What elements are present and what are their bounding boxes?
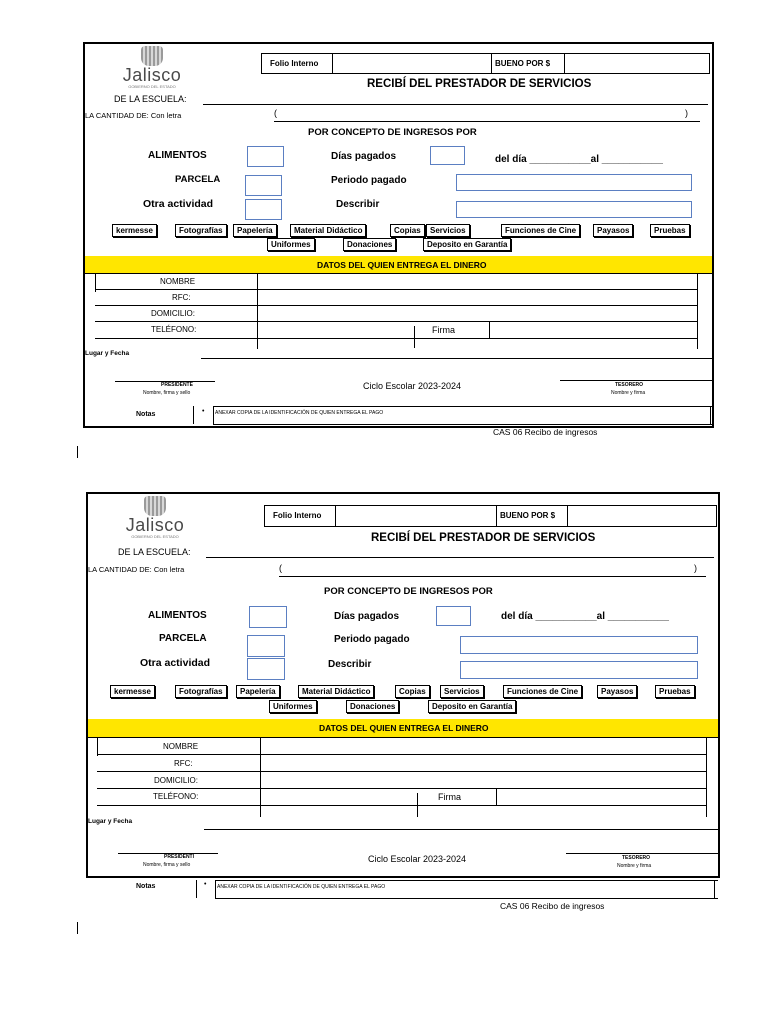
banner-text: DATOS DEL QUIEN ENTREGA EL DINERO	[317, 260, 487, 270]
alimentos-input[interactable]	[247, 146, 284, 167]
otra-actividad-label: Otra actividad	[143, 198, 214, 210]
table-rule	[95, 321, 697, 322]
folio-label-box	[261, 53, 333, 74]
parcela-label: PARCELA	[175, 174, 221, 185]
notas-top-line	[215, 880, 718, 881]
presidente-sub: Nombre, firma y sello	[143, 390, 191, 396]
jalisco-logo	[110, 496, 200, 544]
notas-label: Notas	[136, 411, 156, 418]
folio-label-box	[264, 505, 336, 527]
cantidad-line[interactable]	[274, 121, 700, 122]
notas-top-line	[213, 406, 713, 407]
describir-label: Describir	[336, 199, 380, 210]
parcela-input[interactable]	[247, 635, 285, 657]
tesorero-signature-line[interactable]	[566, 853, 718, 854]
chip-funciones-cine[interactable]: Funciones de Cine	[503, 685, 582, 698]
periodo-label: Periodo pagado	[331, 175, 407, 186]
table-rule	[706, 737, 707, 817]
dias-input[interactable]	[430, 146, 465, 165]
presidente-sub: Nombre, firma y sello	[143, 862, 191, 868]
paren-close: )	[685, 108, 688, 118]
presidente-label: PRESIDENTI	[164, 854, 195, 860]
row-telefono-label: TELÉFONO:	[151, 325, 197, 334]
chip-papeleria[interactable]: Papelería	[236, 685, 280, 698]
chip-copias[interactable]: Copias	[390, 224, 425, 237]
banner-bar	[88, 719, 718, 737]
nota-text: ANEXAR COPIA DE LA IDENTIFICACIÓN DE QUIEN ENTREGA EL PAGO	[217, 884, 386, 890]
cantidad-label: LA CANTIDAD DE: Con letra	[88, 565, 185, 574]
del-dia-label[interactable]: del día ___________al ___________	[501, 611, 669, 622]
lugar-fecha-label: Lugar y Fecha	[88, 818, 133, 825]
receipt-title: RECIBÍ DEL PRESTADOR DE SERVICIOS	[367, 78, 592, 90]
bueno-label-box	[491, 53, 565, 74]
logo-subtext: GOBIERNO DEL ESTADO	[128, 84, 176, 89]
table-rule	[95, 338, 697, 339]
row-telefono-label: TELÉFONO:	[153, 792, 199, 801]
row-domicilio-label: DOMICILIO:	[154, 776, 199, 785]
bueno-label: BUENO POR $	[500, 511, 556, 520]
chip-uniformes[interactable]: Uniformes	[267, 238, 315, 251]
chip-uniformes[interactable]: Uniformes	[269, 700, 317, 713]
bullet-icon: •	[202, 408, 205, 415]
concepto-label: POR CONCEPTO DE INGRESOS POR	[324, 586, 493, 597]
describir-input[interactable]	[456, 201, 692, 218]
notas-bottom-line	[213, 424, 713, 425]
paren-open: (	[279, 563, 282, 573]
chip-servicios[interactable]: Servicios	[426, 224, 470, 237]
escuela-line[interactable]	[203, 104, 708, 105]
escuela-line[interactable]	[206, 557, 714, 558]
row-domicilio-label: DOMICILIO:	[151, 309, 196, 318]
dias-label: Días pagados	[334, 611, 400, 622]
row-rfc-label: RFC:	[172, 293, 191, 302]
folio-input[interactable]	[332, 53, 492, 74]
tesorero-signature-line[interactable]	[560, 380, 712, 381]
bullet-icon: •	[204, 881, 207, 888]
chip-payasos[interactable]: Payasos	[597, 685, 637, 698]
receipt-form	[86, 492, 720, 911]
chip-fotografias[interactable]: Fotografías	[175, 685, 227, 698]
chip-pruebas[interactable]: Pruebas	[655, 685, 695, 698]
dias-label: Días pagados	[331, 151, 397, 162]
nota-text: ANEXAR COPIA DE LA IDENTIFICACIÓN DE QUIEN ENTREGA EL PAGO	[215, 410, 384, 416]
periodo-input[interactable]	[460, 636, 698, 654]
notas-divider	[213, 406, 214, 424]
notas-divider	[215, 880, 216, 898]
notas-bottom-line	[215, 898, 718, 899]
table-rule	[88, 737, 718, 738]
dias-input[interactable]	[436, 606, 471, 626]
notas-label: Notas	[136, 883, 156, 890]
ciclo-escolar: Ciclo Escolar 2023-2024	[368, 854, 467, 864]
tesorero-label: TESORERO	[622, 855, 651, 861]
bueno-label-box	[496, 505, 568, 527]
bueno-amount-input[interactable]	[567, 505, 717, 527]
otra-actividad-input[interactable]	[245, 199, 282, 220]
logo-text: Jalisco	[122, 65, 182, 85]
chip-kermesse[interactable]: kermesse	[112, 224, 157, 237]
presidente-label: PRESIDENTE	[161, 382, 193, 388]
firma-label: Firma	[432, 325, 455, 335]
parcela-label: PARCELA	[159, 633, 207, 644]
periodo-input[interactable]	[456, 174, 692, 191]
paren-close: )	[694, 563, 697, 573]
lugar-fecha-line[interactable]	[201, 358, 712, 359]
banner-text: DATOS DEL QUIEN ENTREGA EL DINERO	[319, 723, 489, 733]
chip-deposito-garantia[interactable]: Deposito en Garantía	[428, 700, 516, 713]
chip-kermesse[interactable]: kermesse	[110, 685, 155, 698]
notas-divider	[193, 406, 194, 424]
table-rule	[97, 754, 706, 755]
table-rule	[97, 771, 706, 772]
receipt-form	[83, 42, 714, 437]
chip-copias[interactable]: Copias	[395, 685, 430, 698]
banner-bar	[85, 256, 712, 273]
firma-divider	[414, 326, 415, 348]
escuela-label: DE LA ESCUELA:	[114, 94, 187, 104]
cut-mark	[77, 446, 78, 458]
bueno-amount-input[interactable]	[564, 53, 710, 74]
concepto-label: POR CONCEPTO DE INGRESOS POR	[308, 127, 477, 138]
receipt-title: RECIBÍ DEL PRESTADOR DE SERVICIOS	[371, 532, 596, 544]
chip-deposito-garantia[interactable]: Deposito en Garantía	[423, 238, 511, 251]
ciclo-escolar: Ciclo Escolar 2023-2024	[363, 381, 462, 391]
table-rule	[95, 289, 697, 290]
folio-input[interactable]	[335, 505, 497, 527]
footer-code: CAS 06 Recibo de ingresos	[493, 427, 598, 437]
firma-label: Firma	[438, 792, 461, 802]
chip-donaciones[interactable]: Donaciones	[343, 238, 396, 251]
chip-papeleria[interactable]: Papelería	[233, 224, 277, 237]
row-nombre-label: NOMBRE	[160, 277, 196, 286]
otra-actividad-label: Otra actividad	[140, 657, 211, 669]
logo-text: Jalisco	[125, 515, 185, 535]
footer-code: CAS 06 Recibo de ingresos	[500, 901, 605, 911]
table-rule	[95, 305, 697, 306]
otra-actividad-input[interactable]	[247, 658, 285, 680]
alimentos-input[interactable]	[249, 606, 287, 628]
tesorero-sub: Nombre y firma	[617, 863, 652, 869]
table-rule	[85, 273, 712, 274]
firma-divider	[417, 793, 418, 817]
chip-funciones-cine[interactable]: Funciones de Cine	[501, 224, 580, 237]
chip-servicios[interactable]: Servicios	[440, 685, 484, 698]
del-dia-label[interactable]: del día ___________al ___________	[495, 154, 663, 165]
tesorero-sub: Nombre y firma	[611, 390, 646, 396]
paren-open: (	[274, 108, 277, 118]
table-rule	[489, 321, 490, 338]
chip-material-didactico[interactable]: Material Didáctico	[290, 224, 366, 237]
logo-subtext: GOBIERNO DEL ESTADO	[131, 534, 179, 539]
chip-material-didactico[interactable]: Material Didáctico	[298, 685, 374, 698]
describir-label: Describir	[328, 659, 372, 670]
chip-fotografias[interactable]: Fotografías	[175, 224, 227, 237]
parcela-input[interactable]	[245, 175, 282, 196]
state-seal-icon	[141, 46, 163, 66]
row-rfc-label: RFC:	[174, 759, 193, 768]
table-rule	[97, 805, 706, 806]
folio-label: Folio Interno	[273, 511, 322, 520]
escuela-label: DE LA ESCUELA:	[118, 547, 191, 557]
jalisco-logo	[107, 46, 197, 94]
bueno-label: BUENO POR $	[495, 59, 551, 68]
chip-pruebas[interactable]: Pruebas	[650, 224, 690, 237]
chip-payasos[interactable]: Payasos	[593, 224, 633, 237]
periodo-label: Periodo pagado	[334, 634, 410, 645]
lugar-fecha-label: Lugar y Fecha	[85, 350, 130, 357]
folio-label: Folio Interno	[270, 59, 319, 68]
row-nombre-label: NOMBRE	[163, 742, 199, 751]
cantidad-label: LA CANTIDAD DE: Con letra	[85, 111, 182, 120]
table-rule	[496, 788, 497, 805]
alimentos-label: ALIMENTOS	[148, 610, 207, 621]
lugar-fecha-line[interactable]	[204, 829, 718, 830]
cantidad-line[interactable]	[279, 576, 706, 577]
table-rule	[97, 788, 706, 789]
chip-donaciones[interactable]: Donaciones	[346, 700, 399, 713]
cut-mark	[77, 922, 78, 934]
alimentos-label: ALIMENTOS	[148, 150, 207, 161]
notas-divider	[714, 880, 715, 898]
describir-input[interactable]	[460, 661, 698, 679]
tesorero-label: TESORERO	[615, 382, 644, 388]
notas-divider	[196, 880, 197, 898]
table-rule	[697, 273, 698, 349]
state-seal-icon	[144, 496, 166, 516]
notas-divider	[710, 406, 711, 424]
